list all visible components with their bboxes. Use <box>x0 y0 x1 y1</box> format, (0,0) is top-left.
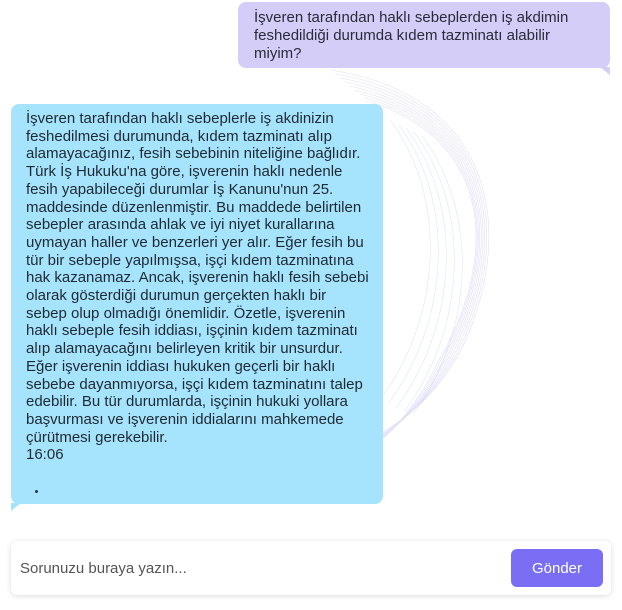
bot-message-text: İşveren tarafından haklı sebeplerle iş akdinizin feshedilmesi durumunda, kıdem tazminatı alıp alamayacağınız, fesih sebebinin niteliğine bağlıdır. Türk İş Hukuku'na göre, işverenin haklı nedenle fesih yapabileceği durumlar İş Kanunu'nun 25. maddesinde düzenlenmiştir. Bu maddede belirtilen sebepler arasında ahlak ve iyi niyet kurallarına uymayan haller ve benzerleri yer alır. Eğer fesih bu tür bir sebeple yapılmışsa, işçi kıdem tazminatına hak kazanamaz. Ancak, işverenin haklı fesih sebebi olarak gösterdiği durumun gerçekten haklı bir sebep olup olmadığı önemlidir. Özetle, işverenin haklı sebeple fesih iddiası, işçinin kıdem tazminatı alıp alamayacağını belirleyen kritik bir unsurdur. Eğer işverenin iddiası hukuken geçerli bir haklı sebebe dayanmıyorsa, işçi kıdem tazminatını talep edebilir. Bu tür durumlarda, işçinin hukuki yollara başvurması ve işverenin iddialarını mahkemede çürütmesi gerekebilir. <box>26 110 369 446</box>
message-composer <box>11 541 611 595</box>
send-button[interactable]: Gönder <box>511 549 603 587</box>
user-message-bubble <box>238 2 610 68</box>
message-timestamp: 16:06 <box>26 446 64 464</box>
status-dot-icon <box>35 490 38 493</box>
user-message-text: İşveren tarafından haklı sebeplerden iş akdimin feshedildiği durumda kıdem tazminatı alabilir miyim? <box>254 9 569 62</box>
bot-message-bubble <box>11 104 383 504</box>
question-input[interactable] <box>11 541 501 595</box>
